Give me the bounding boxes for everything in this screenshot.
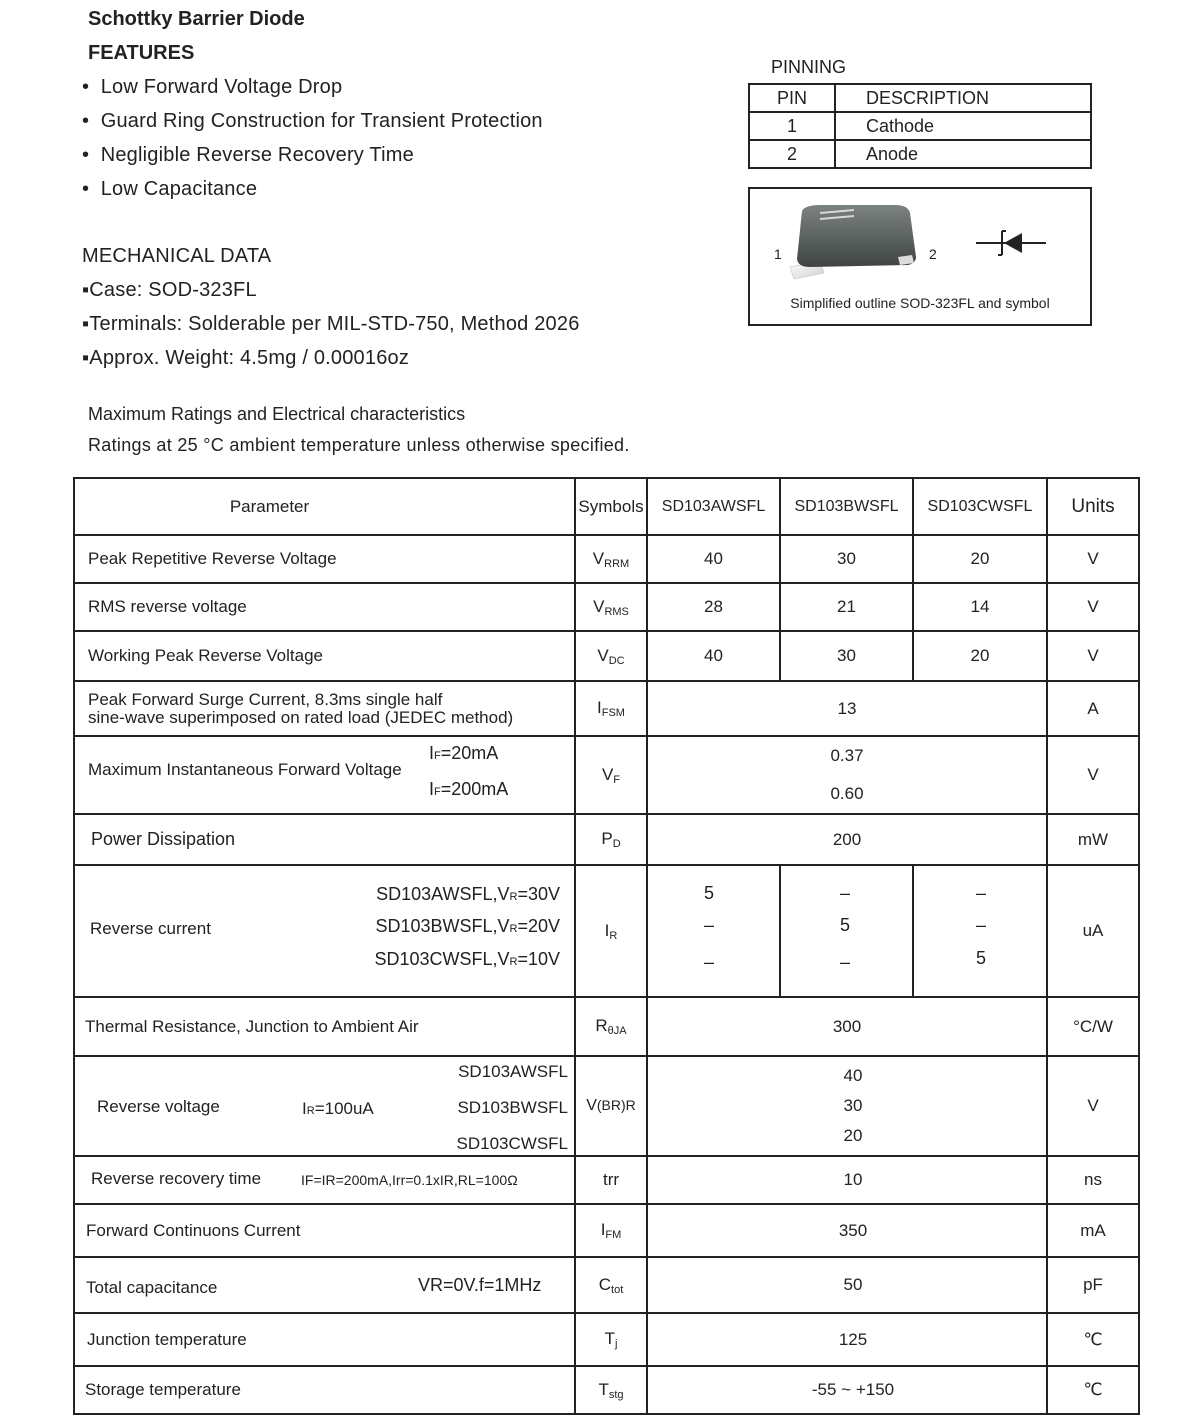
value-cell: 21 — [780, 583, 913, 631]
parameter-cell: Total capacitance VR=0V.f=1MHz — [74, 1257, 575, 1313]
symbol-cell: $V_F$ — [575, 736, 647, 814]
unit-cell: mA — [1047, 1204, 1139, 1257]
unit-cell: pF — [1047, 1257, 1139, 1313]
symbol-cell: $V_{DC}$ — [575, 631, 647, 681]
ratings-heading: Maximum Ratings and Electrical characteristics — [88, 404, 466, 424]
diode-symbol-icon — [972, 225, 1052, 265]
model-b-header: SD103BWSFL — [780, 478, 913, 535]
unit-cell: V — [1047, 1056, 1139, 1156]
table-row — [74, 1257, 1139, 1313]
pin-col-header: PIN — [749, 84, 835, 112]
table-row — [74, 997, 1139, 1056]
value-cell: 14 — [913, 583, 1047, 631]
parameter-cell: Storage temperature — [74, 1366, 575, 1414]
mechanical-item: ▪Case: SOD-323FL — [82, 279, 257, 301]
value-cell: 350 — [647, 1204, 1047, 1257]
table-row — [74, 1156, 1139, 1204]
unit-cell: °C/W — [1047, 997, 1139, 1056]
parameter-cell: Forward Continuons Current — [74, 1204, 575, 1257]
ratings-note: Ratings at 25 °C ambient temperature unless otherwise specified. — [88, 435, 630, 455]
table-row — [74, 736, 1139, 814]
document-title: Schottky Barrier Diode — [88, 8, 305, 30]
description-col-header: DESCRIPTION — [835, 84, 1091, 112]
mechanical-item: ▪Terminals: Solderable per MIL-STD-750, Method 2026 — [82, 313, 580, 335]
pin-description: Anode — [835, 140, 1091, 168]
symbol-cell: $V_{RMS}$ — [575, 583, 647, 631]
table-row — [74, 631, 1139, 681]
value-cell: 40 — [647, 631, 780, 681]
value-cell: 30 — [780, 535, 913, 583]
symbol-cell: $I_{FM}$ — [575, 1204, 647, 1257]
features-heading: FEATURES — [88, 42, 195, 64]
parameter-cell: Thermal Resistance, Junction to Ambient Air — [74, 997, 575, 1056]
unit-cell: ns — [1047, 1156, 1139, 1204]
pin-description: Cathode — [835, 112, 1091, 140]
value-cell: 200 — [647, 814, 1047, 865]
unit-cell: V — [1047, 736, 1139, 814]
table-row — [74, 1056, 1139, 1156]
parameter-cell: Peak Forward Surge Current, 8.3ms single half sine-wave superimposed on rated load (JEDEC method) — [74, 681, 575, 736]
unit-cell: ℃ — [1047, 1366, 1139, 1414]
package-caption: Simplified outline SOD-323FL and symbol — [790, 295, 1050, 311]
table-row — [74, 583, 1139, 631]
pin1-label: 1 — [774, 246, 782, 262]
model-a-header: SD103AWSFL — [647, 478, 780, 535]
symbols-header: Symbols — [575, 478, 647, 535]
unit-cell: uA — [1047, 865, 1139, 997]
unit-cell: A — [1047, 681, 1139, 736]
symbol-cell: $V_{RRM}$ — [575, 535, 647, 583]
table-row — [74, 535, 1139, 583]
unit-cell: V — [1047, 535, 1139, 583]
symbol-cell: trr — [575, 1156, 647, 1204]
pinning-table — [748, 83, 1092, 169]
table-header-row — [74, 478, 1139, 535]
value-cell: – – 5 — [913, 865, 1047, 997]
pin-number: 1 — [749, 112, 835, 140]
unit-cell: mW — [1047, 814, 1139, 865]
feature-item: • Negligible Reverse Recovery Time — [82, 144, 414, 166]
table-row — [74, 1204, 1139, 1257]
value-cell: 30 — [780, 631, 913, 681]
parameter-cell: Power Dissipation — [74, 814, 575, 865]
table-row — [74, 1313, 1139, 1366]
parameter-cell: Reverse recovery time IF=IR=200mA,Irr=0.1xIR,RL=100Ω — [74, 1156, 575, 1204]
feature-item: • Low Forward Voltage Drop — [82, 76, 343, 98]
value-cell: 13 — [647, 681, 1047, 736]
package-outline-box — [748, 187, 1092, 326]
symbol-cell: $I_R$ — [575, 865, 647, 997]
table-row — [74, 1366, 1139, 1414]
parameter-cell: Peak Repetitive Reverse Voltage — [74, 535, 575, 583]
value-cell: – 5 – — [780, 865, 913, 997]
symbol-cell: $T_j$ — [575, 1313, 647, 1366]
table-row — [74, 681, 1139, 736]
symbol-cell: $R_{\theta JA}$ — [575, 997, 647, 1056]
value-cell: 28 — [647, 583, 780, 631]
value-cell: -55 ~ +150 — [647, 1366, 1047, 1414]
units-header: Units — [1047, 478, 1139, 535]
value-cell: 125 — [647, 1313, 1047, 1366]
symbol-cell: $T_{stg}$ — [575, 1366, 647, 1414]
symbol-cell: $P_D$ — [575, 814, 647, 865]
table-row — [74, 865, 1139, 997]
table-row — [74, 814, 1139, 865]
pinning-heading: PINNING — [771, 57, 847, 77]
value-cell: 5 – – — [647, 865, 780, 997]
parameter-cell: Working Peak Reverse Voltage — [74, 631, 575, 681]
unit-cell: V — [1047, 583, 1139, 631]
ratings-table — [73, 477, 1140, 1415]
value-cell: 50 — [647, 1257, 1047, 1313]
parameter-cell: Maximum Instantaneous Forward Voltage IF=20mA IF=200mA — [74, 736, 575, 814]
symbol-cell: $I_{FSM}$ — [575, 681, 647, 736]
unit-cell: V — [1047, 631, 1139, 681]
value-cell: 10 — [647, 1156, 1047, 1204]
mechanical-item: ▪Approx. Weight: 4.5mg / 0.00016oz — [82, 347, 410, 369]
value-cell: 40 30 20 — [647, 1056, 1047, 1156]
value-cell: 0.37 0.60 — [647, 736, 1047, 814]
parameter-cell: Reverse current SD103AWSFL,VR=30V SD103BWSFL,VR=20V SD103CWSFL,VR=10V — [74, 865, 575, 997]
parameter-header: Parameter — [74, 478, 575, 535]
model-c-header: SD103CWSFL — [913, 478, 1047, 535]
mechanical-heading: MECHANICAL DATA — [82, 245, 272, 267]
pin2-label: 2 — [929, 246, 937, 262]
pin-number: 2 — [749, 140, 835, 168]
parameter-cell: Reverse voltage IR=100uA SD103AWSFL SD103BWSFL SD103CWSFL — [74, 1056, 575, 1156]
unit-cell: ℃ — [1047, 1313, 1139, 1366]
parameter-cell: RMS reverse voltage — [74, 583, 575, 631]
symbol-cell: $C_{tot}$ — [575, 1257, 647, 1313]
value-cell: 20 — [913, 631, 1047, 681]
feature-item: • Guard Ring Construction for Transient Protection — [82, 110, 543, 132]
feature-item: • Low Capacitance — [82, 178, 258, 200]
parameter-cell: Junction temperature — [74, 1313, 575, 1366]
value-cell: 300 — [647, 997, 1047, 1056]
value-cell: 20 — [913, 535, 1047, 583]
value-cell: 40 — [647, 535, 780, 583]
symbol-cell: V(BR)R — [575, 1056, 647, 1156]
